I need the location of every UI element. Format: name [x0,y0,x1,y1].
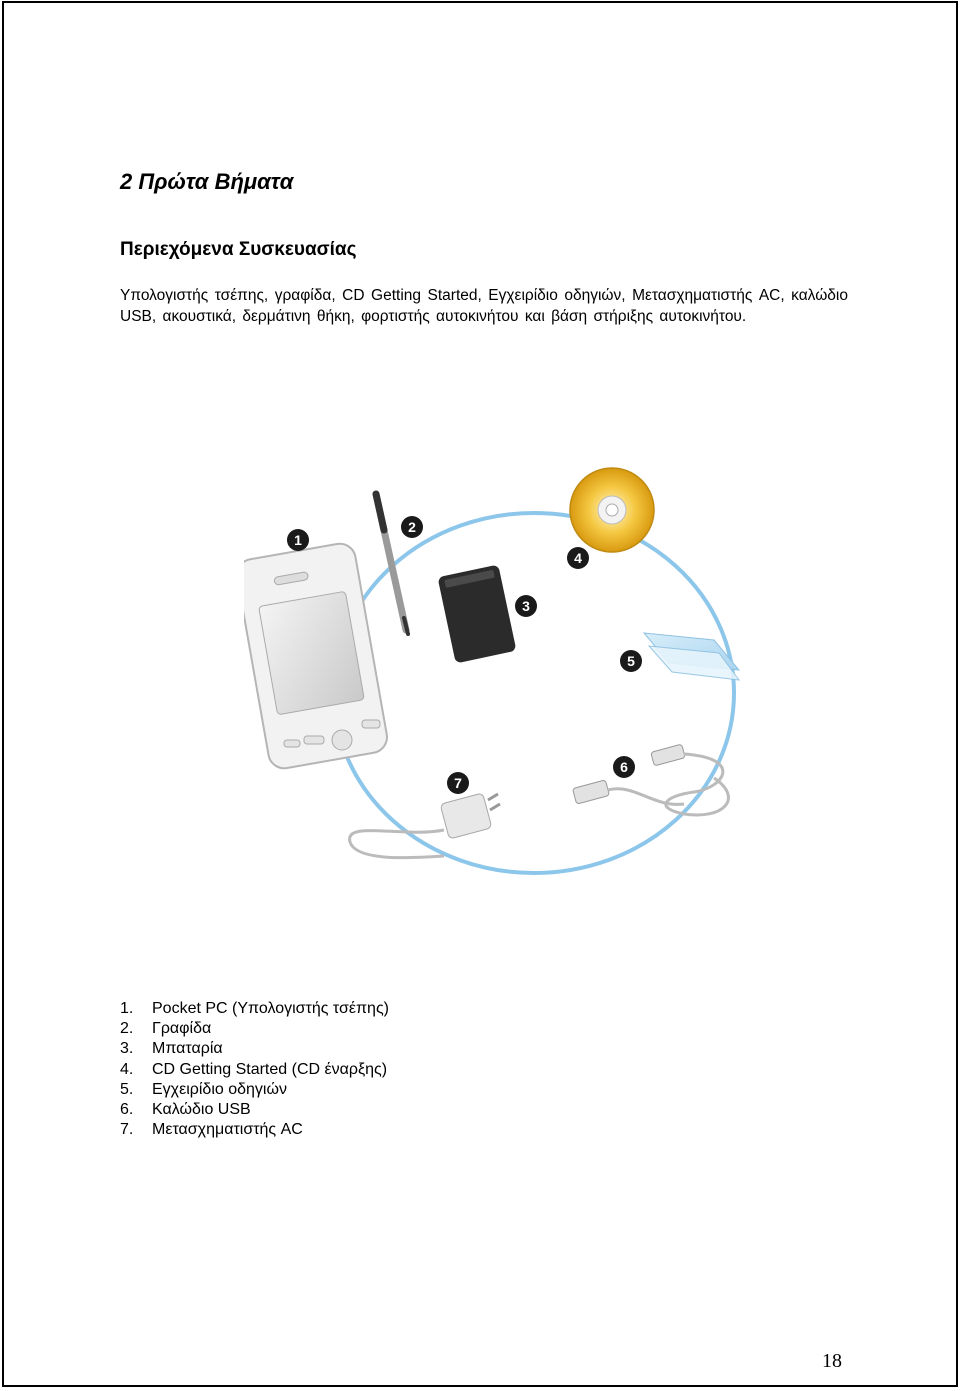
svg-text:7: 7 [454,775,462,791]
ac-adapter-icon [350,793,500,858]
chapter-title: 2 Πρώτα Βήματα [120,169,294,194]
list-item: 3. Μπαταρία [120,1040,223,1058]
cd-icon [570,468,654,552]
svg-text:2: 2 [408,519,416,535]
marker-2 [401,516,423,538]
svg-text:4: 4 [574,550,582,566]
svg-text:1: 1 [294,532,302,548]
package-contents-figure [244,458,764,878]
marker-1 [287,529,309,551]
package-contents-list [120,999,389,1140]
list-item: 4. CD Getting Started (CD έναρξης) [120,1060,388,1078]
marker-6 [613,756,635,778]
stylus-icon [376,494,408,634]
svg-text:3: 3 [522,598,530,614]
section-title: Περιεχόμενα Συσκευασίας [120,239,357,260]
list-item: 5. Εγχειρίδιο οδηγιών [120,1080,287,1098]
intro-paragraph: Υπολογιστής τσέπης, γραφίδα, CD Getting Started, Εγχειρίδιο οδηγιών, Μετασχηματιστής AC, καλώδιο USB, ακουστικά, δερμάτινη θήκη, φορτιστής αυτοκινήτου και βάση στήριξης αυτοκινήτου. [120,287,848,325]
marker-7 [447,772,469,794]
battery-icon [438,565,517,664]
page-number: 18 [822,1350,842,1372]
list-item: 6. Καλώδιο USB [120,1101,251,1119]
package-contents-illustration [244,458,764,878]
list-item: 1. Pocket PC (Υπολογιστής τσέπης) [120,1000,389,1017]
svg-text:6: 6 [620,759,628,775]
usb-cable-icon [573,744,729,815]
svg-text:5: 5 [627,653,635,669]
marker-5 [620,650,642,672]
marker-3 [515,595,537,617]
list-item: 2. Γραφίδα [120,1020,212,1038]
pocket-pc-icon [244,541,389,771]
list-item: 7. Μετασχηματιστής AC [120,1121,303,1139]
marker-4 [567,547,589,569]
document-page [2,1,958,1387]
